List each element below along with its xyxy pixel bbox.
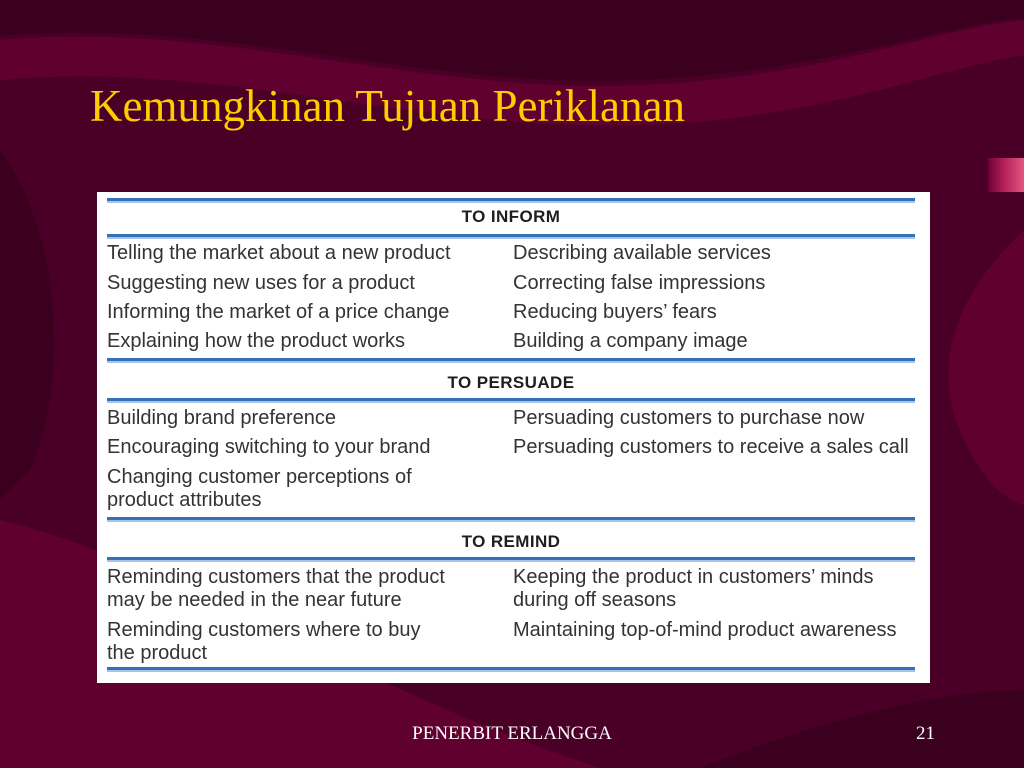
section-rule bbox=[107, 234, 915, 237]
objective-item: Maintaining top-of-mind product awareness bbox=[513, 619, 897, 641]
footer-publisher: PENERBIT ERLANGGA bbox=[412, 723, 612, 744]
objective-item: Changing customer perceptions of product attributes bbox=[107, 466, 412, 511]
objective-item: Persuading customers to purchase now bbox=[513, 407, 865, 429]
slide-number: 21 bbox=[916, 723, 935, 744]
objective-item: Building brand preference bbox=[107, 407, 337, 429]
section-rule bbox=[107, 517, 915, 520]
background-wave bbox=[0, 150, 54, 500]
objective-item: Keeping the product in customers’ minds during off seasons bbox=[513, 566, 874, 611]
table-bottom-rule bbox=[107, 667, 915, 670]
section-rule bbox=[107, 557, 915, 560]
objective-item: Building a company image bbox=[513, 330, 748, 352]
objective-item: Telling the market about a new product bbox=[107, 242, 451, 264]
objective-item: Explaining how the product works bbox=[107, 330, 405, 352]
section-heading-remind: TO REMIND bbox=[461, 532, 561, 551]
objective-item: Reducing buyers’ fears bbox=[513, 301, 717, 323]
accent-block bbox=[988, 158, 1024, 192]
objective-item: Suggesting new uses for a product bbox=[107, 272, 415, 294]
section-heading-inform: TO INFORM bbox=[461, 207, 561, 226]
objective-item: Encouraging switching to your brand bbox=[107, 436, 431, 458]
objective-item: Reminding customers where to buy the product bbox=[107, 619, 421, 664]
section-heading-persuade: TO PERSUADE bbox=[447, 373, 575, 392]
objective-item: Reminding customers that the product may be needed in the near future bbox=[107, 566, 445, 611]
objective-item: Correcting false impressions bbox=[513, 272, 766, 294]
section-rule bbox=[107, 198, 915, 201]
objective-item: Informing the market of a price change bbox=[107, 301, 450, 323]
objective-item: Persuading customers to receive a sales call bbox=[513, 436, 909, 458]
background-wave bbox=[948, 230, 1024, 505]
section-rule bbox=[107, 398, 915, 401]
objectives-table bbox=[97, 192, 930, 683]
section-rule bbox=[107, 358, 915, 361]
objective-item: Describing available services bbox=[513, 242, 771, 264]
slide-title: Kemungkinan Tujuan Periklanan bbox=[90, 81, 685, 131]
